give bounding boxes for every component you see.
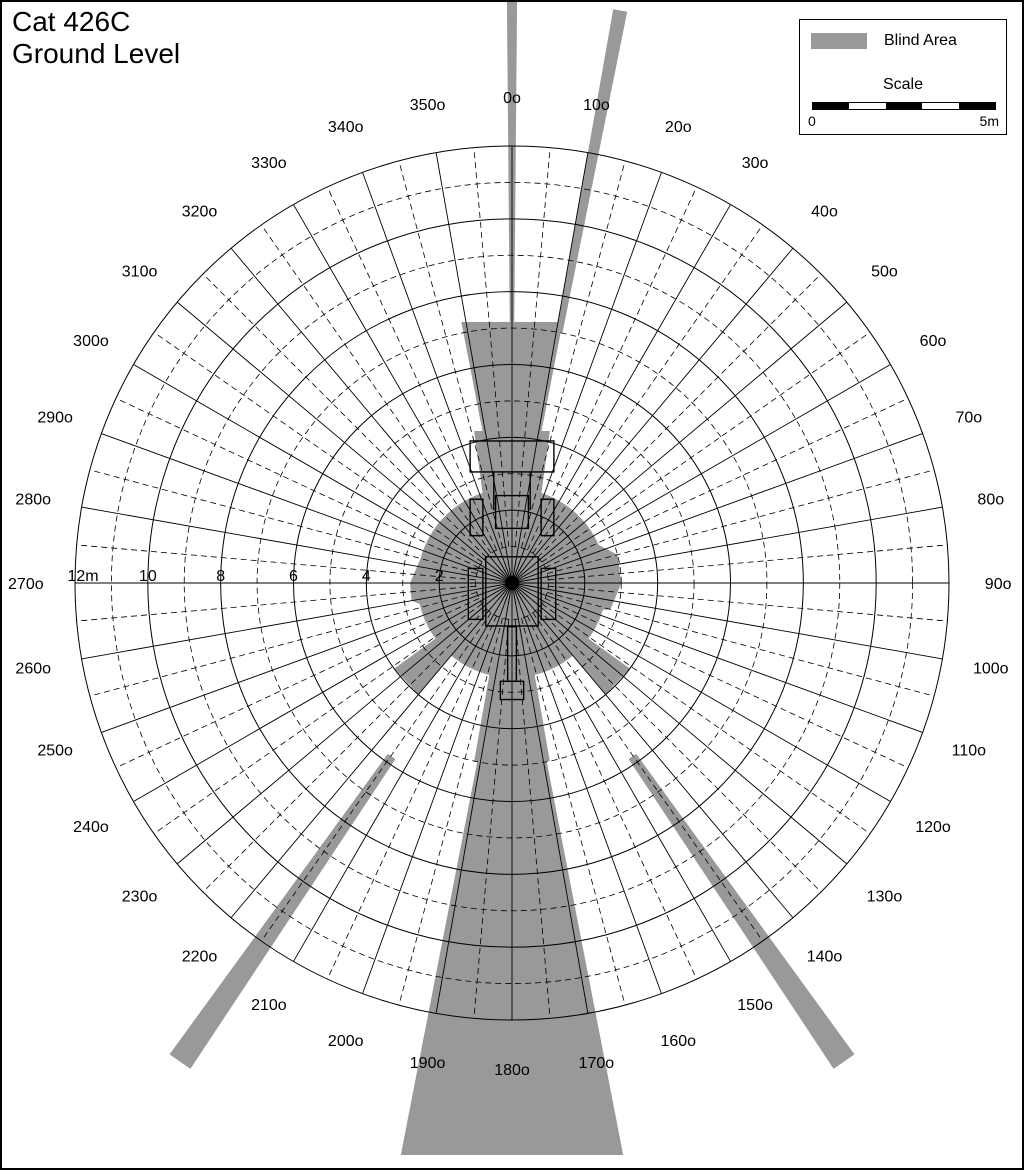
distance-label: 8 [216, 568, 226, 585]
angle-label-320: 320o [181, 203, 218, 221]
angle-label-280: 280o [15, 491, 52, 509]
angle-label-270: 270o [8, 576, 44, 593]
diagram-title [12, 6, 180, 70]
radial-line-minor [547, 470, 934, 574]
scale-bar [812, 102, 996, 110]
angle-label-20: 20o [664, 119, 692, 137]
scale-max-label: 5m [979, 113, 999, 129]
angle-label-100: 100o [972, 660, 1009, 678]
angle-label-10: 10o [583, 97, 610, 115]
scale-title: Scale [882, 76, 924, 93]
angle-label-240: 240o [73, 819, 109, 837]
distance-label: 2 [434, 568, 444, 585]
distance-label: 12m [67, 568, 99, 585]
blind-area-swatch [811, 33, 867, 49]
distance-label: 4 [361, 568, 371, 585]
angle-label-40: 40o [811, 203, 838, 221]
radial-line-minor [538, 609, 821, 892]
angle-label-110: 110o [951, 742, 987, 760]
radial-line-minor [77, 545, 476, 580]
radial-line-minor [538, 274, 821, 557]
angle-label-250: 250o [37, 742, 73, 760]
angle-label-60: 60o [919, 332, 947, 350]
polar-grid [75, 146, 949, 1020]
angle-label-180: 180o [494, 1062, 530, 1080]
angle-label-120: 120o [915, 819, 951, 837]
angle-label-220: 220o [181, 948, 218, 966]
angle-label-350: 350o [409, 97, 446, 115]
angle-label-50: 50o [871, 263, 898, 281]
scale-min-label: 0 [808, 113, 816, 129]
angle-label-330: 330o [251, 154, 287, 172]
angle-label-300: 300o [73, 332, 109, 350]
view-level: Ground Level [12, 38, 181, 69]
visibility-polar-diagram [2, 2, 1022, 1168]
angle-label-310: 310o [121, 263, 158, 281]
angle-label-70: 70o [955, 409, 983, 427]
radial-line-minor [203, 609, 486, 892]
angle-label-140: 140o [806, 948, 843, 966]
angle-label-80: 80o [977, 491, 1005, 509]
radial-line-minor [203, 274, 486, 557]
legend-box [799, 19, 1007, 135]
center-point [505, 576, 519, 590]
angle-label-290: 290o [37, 409, 73, 427]
angle-label-210: 210o [251, 997, 287, 1015]
angle-label-130: 130o [866, 888, 903, 906]
angle-label-200: 200o [327, 1032, 364, 1050]
angle-label-260: 260o [15, 660, 52, 678]
machine-model: Cat 426C [12, 6, 131, 37]
blind-area-label: Blind Area [884, 32, 957, 49]
radial-line-minor [90, 470, 477, 574]
distance-label: 10 [138, 568, 157, 585]
angle-label-340: 340o [327, 119, 364, 137]
radial-line-minor [77, 586, 476, 621]
angle-label-0: 0o [503, 89, 521, 107]
angle-label-150: 150o [737, 997, 773, 1015]
angle-label-30: 30o [741, 154, 769, 172]
distance-label: 6 [289, 568, 298, 585]
angle-label-160: 160o [660, 1032, 697, 1050]
angle-label-190: 190o [409, 1054, 446, 1072]
angle-label-90: 90o [984, 576, 1012, 593]
angle-label-230: 230o [121, 888, 158, 906]
angle-label-170: 170o [578, 1054, 615, 1072]
